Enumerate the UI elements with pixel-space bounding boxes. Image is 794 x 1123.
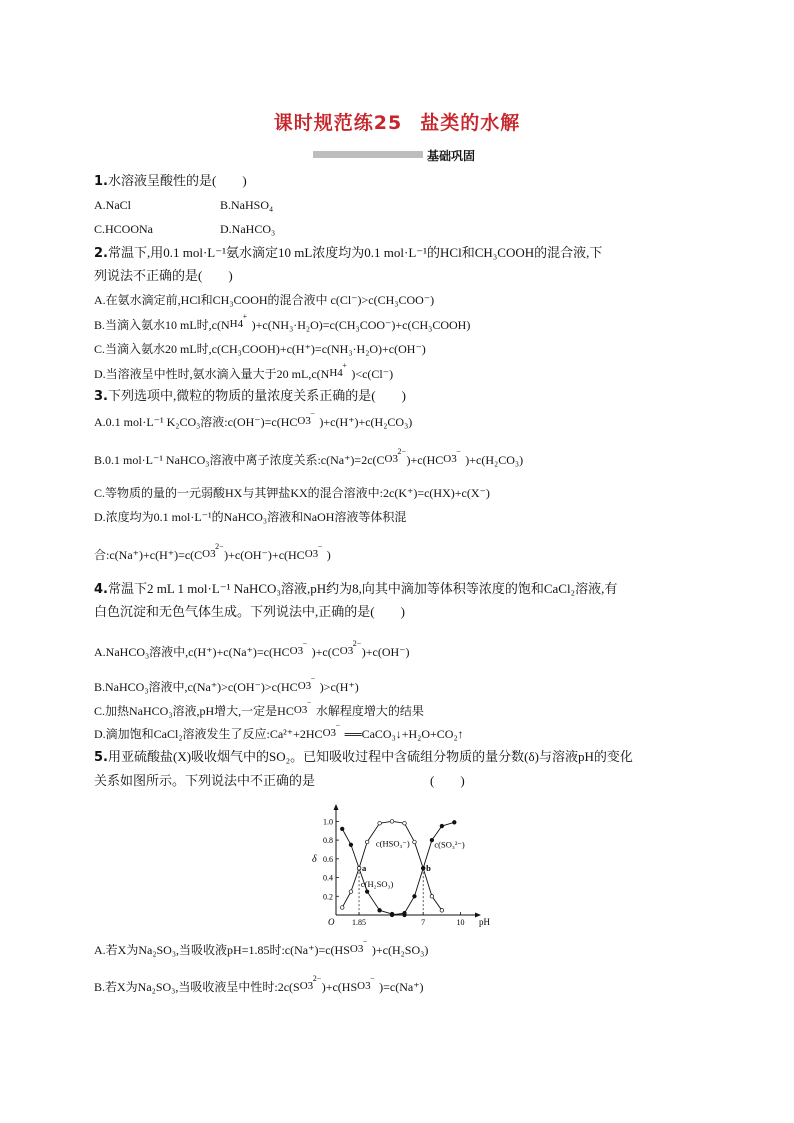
q3-stem: 3.下列选项中,微粒的物质的量浓度关系正确的是( ) [94, 388, 406, 404]
data-point [413, 840, 417, 844]
y-tick-label: 0.6 [323, 854, 333, 864]
y-tick-label: 0.8 [323, 836, 333, 846]
x-tick-label: 1.85 [352, 918, 367, 927]
hco3-ion: O3 − [289, 639, 308, 657]
section-bar [313, 151, 423, 158]
q3-option-d-cont: 合:c(Na⁺)+c(H⁺)=c(C O3 2− )+c(OH⁻)+c(HC O3 − ) [94, 542, 331, 562]
q5-stem-cont: 关系如图所示。下列说法中不正确的是 [94, 773, 316, 788]
q5-option-b: B.若X为Na₂SO₃,当吸收液呈中性时:2c(S O3 2− )+c(HS O3 − )=c(Na⁺) [94, 974, 424, 994]
data-point [390, 820, 394, 824]
q1-option-c: C.HCOONa [94, 222, 153, 236]
y-tick-label: 1.0 [323, 817, 333, 827]
page-title: 课时规范练25 盐类的水解 [273, 112, 521, 134]
q2-option-b: B.当滴入氨水10 mL时,c(N H4 + )+c(NH₃·H₂O)=c(CH₃COO⁻)+c(CH₃COOH) [94, 312, 471, 332]
series-label: c(HSO₃⁻) [375, 838, 410, 849]
data-point [430, 894, 434, 898]
y-axis-label: δ [312, 853, 317, 865]
data-point [340, 827, 344, 831]
nh4-ion: H4 + [329, 361, 347, 379]
q5-answer-paren: ( ) [430, 773, 465, 788]
q1-option-a: A.NaCl [94, 198, 131, 212]
q4-option-b: B.NaHCO₃溶液中,c(Na⁺)>c(OH⁻)>c(HC O3 − )>c(H⁺) [94, 674, 359, 694]
so3-ion: O3 2− [299, 974, 322, 992]
hco3-ion: O3 − [322, 721, 341, 739]
section-label: 基础巩固 [427, 149, 476, 163]
data-point [365, 840, 369, 844]
data-point [403, 821, 407, 825]
origin-label: O [328, 917, 335, 927]
hco3-ion: O3 − [297, 409, 315, 427]
series-label: c(SO₃²⁻) [434, 839, 465, 850]
q1-option-b: B.NaHSO₄ [220, 198, 274, 212]
delta-ph-chart [308, 800, 488, 930]
hco3-ion: O3 − [293, 698, 312, 716]
data-point [403, 911, 407, 915]
q4-option-d: D.滴加饱和CaCl₂溶液发生了反应:Ca²⁺+2HC O3 − ══CaCO₃↓+H₂O+CO₂↑ [94, 721, 464, 741]
nh4-ion: H4 + [229, 312, 248, 330]
q4-stem: 4.常温下2 mL 1 mol·L⁻¹ NaHCO₃溶液,pH约为8,向其中滴加等体积等浓度的饱和CaCl₂溶液,有 [94, 581, 618, 597]
q1-option-d: D.NaHCO₃ [220, 222, 276, 236]
q2-stem-cont: 列说法不正确的是( ) [94, 268, 233, 283]
point-label: b [426, 863, 431, 874]
q4-option-c: C.加热NaHCO₃溶液,pH增大,一定是HC O3 − 水解程度增大的结果 [94, 698, 424, 718]
hco3-ion: O3 − [443, 447, 461, 465]
data-point [349, 843, 353, 847]
x-tick-label: 7 [421, 918, 426, 927]
data-point [378, 909, 382, 913]
hso3-ion: O3 − [349, 937, 368, 955]
data-point [390, 913, 394, 917]
section-header [313, 148, 523, 162]
data-point [365, 890, 369, 894]
hso3-ion: O3 − [357, 974, 375, 992]
data-point [453, 821, 457, 825]
q2-stem: 2.常温下,用0.1 mol·L⁻¹氨水滴定10 mL浓度均为0.1 mol·L⁻¹的HCl和CH₃COOH的混合液,下 [94, 245, 603, 261]
hco3-ion: O3 − [304, 542, 323, 560]
co3-ion: O3 2− [339, 639, 362, 657]
q1-stem: 1.水溶液呈酸性的是( ) [94, 173, 247, 189]
q2-option-a: A.在氨水滴定前,HCl和CH₃COOH的混合液中 c(Cl⁻)>c(CH₃COO⁻) [94, 293, 435, 307]
data-point [413, 894, 417, 898]
y-tick-label: 0.4 [323, 873, 333, 883]
y-axis-arrow [334, 804, 339, 810]
q2-option-d: D.当溶液呈中性时,氨水滴入量大于20 mL,c(N H4 + )<c(Cl⁻) [94, 361, 394, 381]
q3-option-c: C.等物质的量的一元弱酸HX与其钾盐KX的混合溶液中:2c(K⁺)=c(HX)+c(X⁻) [94, 486, 490, 500]
data-point [421, 866, 425, 870]
co3-ion: O3 2− [384, 447, 407, 465]
q4-option-a: A.NaHCO₃溶液中,c(H⁺)+c(Na⁺)=c(HC O3 − )+c(C O3 2− )+c(OH⁻) [94, 639, 410, 659]
q5-option-a: A.若X为Na₂SO₃,当吸收液pH=1.85时:c(Na⁺)=c(HS O3 − )+c(H₂SO₃) [94, 937, 429, 957]
q4-stem-cont: 白色沉淀和无色气体生成。下列说法中,正确的是( ) [94, 604, 405, 619]
x-tick-label: 10 [456, 918, 465, 927]
y-tick-label: 0.2 [323, 892, 333, 902]
q3-option-b: B.0.1 mol·L⁻¹ NaHCO₃溶液中离子浓度关系:c(Na⁺)=2c(C O3 2− )+c(HC O3 − )+c(H₂CO₃) [94, 447, 524, 467]
q2-option-c: C.当滴入氨水20 mL时,c(CH₃COOH)+c(H⁺)=c(NH₃·H₂O)+c(OH⁻) [94, 342, 426, 356]
x-axis-label: pH [479, 917, 490, 927]
data-point [349, 890, 353, 894]
co3-ion: O3 2− [202, 542, 224, 560]
point-label: a [362, 863, 367, 874]
data-point [378, 821, 382, 825]
data-point [430, 838, 434, 842]
hco3-ion: O3 − [297, 674, 316, 692]
data-point [340, 906, 344, 910]
series-label: c(H₂SO₃) [360, 878, 394, 889]
q5-stem: 5.用亚硫酸盐(X)吸收烟气中的SO₂。已知吸收过程中含硫组分物质的量分数(δ)与溶液pH的变化 [94, 749, 633, 765]
data-point [357, 866, 361, 870]
q3-option-d: D.浓度均为0.1 mol·L⁻¹的NaHCO₃溶液和NaOH溶液等体积混 [94, 510, 407, 524]
q3-option-a: A.0.1 mol·L⁻¹ K₂CO₃溶液:c(OH⁻)=c(HC O3 − )+c(H⁺)+c(H₂CO₃) [94, 409, 413, 429]
data-point [440, 824, 444, 828]
data-point [440, 909, 444, 913]
